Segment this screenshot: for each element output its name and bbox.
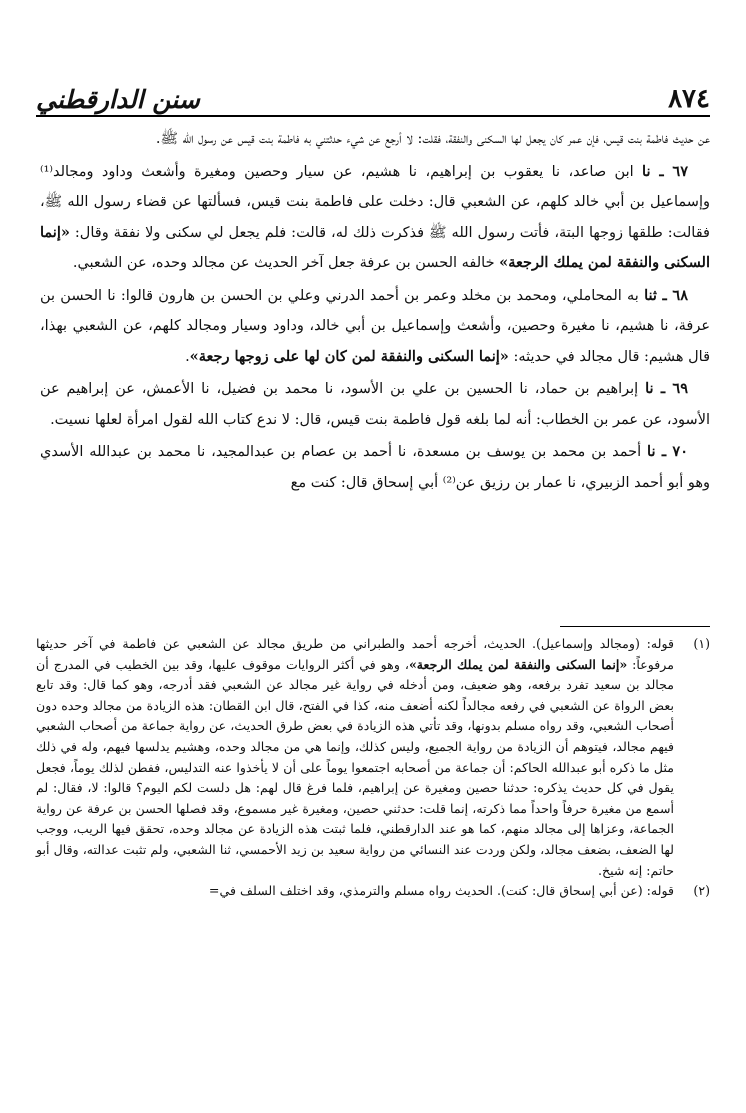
hadith-quote: «إنما السكنى والنفقة لمن كان لها على زوجها رجعة» [189, 347, 509, 365]
footnote-lead: قوله: (ومجالد وإسماعيل). الحديث، أخرجه أحمد والطبراني من طريق مجالد عن الشعبي عن فاطمة في آخر حديثها مرفوعاً: [36, 636, 674, 672]
footnote-text [36, 634, 674, 881]
hadith-text: به المحاملي، ومحمد بن مخلد وعمر بن أحمد الدرني وعلي بن الحسن بن هارون قالوا: نا الحسن بن عرفة، نا هشيم، نا مغيرة وحصين، وأشعث وإسماعيل بن أبي خالد، وداود وسيار ومجالد كلهم، عن الشعبي بهذا، قال هشيم: قال مجالد في حديثه: [40, 287, 710, 365]
hadith-number: ٦٨ ـ ثنا [644, 286, 688, 304]
footnote-mark: (٢) [693, 883, 710, 899]
footnote-mark: (١) [693, 636, 710, 651]
main-text [40, 124, 710, 500]
hadith-number: ٧٠ ـ نا [647, 443, 688, 460]
hadith-number: ٦٩ ـ نا [645, 380, 688, 397]
page-number: ٨٧٤ [668, 84, 710, 114]
hadith-67 [40, 157, 710, 279]
hadith-tail: خالفه الحسن بن عرفة جعل آخر الحديث عن مجالد وحده، عن الشعبي. [72, 255, 500, 271]
footnote-lead: قوله: (عن أبي إسحاق قال: كنت). الحديث رواه مسلم والترمذي، وقد اختلف السلف في= [208, 883, 674, 899]
hadith-quote: «إنما السكنى والنفقة لمن يملك الرجعة» [40, 223, 710, 271]
footnotes [36, 634, 710, 902]
footnote-quote: «إنما السكنى والنفقة لمن يملك الرجعة» [408, 656, 628, 672]
footnote-body: ، وهو في أكثر الروايات موقوف عليها، وقد بين الخطيب في المدرج أن مجالد بن سعيد تفرد برفعه، وهو ضعيف، ومن أدخله في رواية غير مجالد عن الشعبي فقد أدرجه، وهو كما قال: وقد تابع بعض الرواة عن الشعبي في رفعه مجالداً لكنه أضعف منه، كذا في الفتح، قال ابن القطان: هذه الزيادة من مجالد وحده دون أصحاب الشعبي، وقد رواه مسلم بدونها، وقد تأتي هذه الزيادة في بعض طرق الحديث، عن رواية جماعة من أصحاب الشعبي فيهم مجالد، فيتوهم أن الزيادة من رواية الجميع، وليس كذلك، وإنما هي من مجالد وحده، وهشيم يدلسها فيهم، وله في ذلك مثل ما ذكره أبو عبدالله الحاكم: أن جماعة من أصحابه اجتمعوا يوماً على أن لا يأخذوا عنه التدليس، ففطن لذلك يوماً، فجعل يقول في كل حديث يذكره: حدثنا حصين ومغيرة عن إبراهيم، فلما فرغ قال لهم: هل دلست لكم اليوم؟ قالوا: لا، فقال: لم أسمع من مغيرة حرفاً واحداً مما ذكرته، إنما قلت: حدثني حصين، ومغيرة غير مسموع، وقد فصلها الحسن بن عرفة عن رواية الجماعة، وعزاها إلى مجالد منهم، كما هو عند الدارقطني، فلما ثبتت هذه الزيادة عن مجالد وحده، تحقق فيها الريب، ووجب لها الضعف، بضعف مجالد، ولكن وردت عند النسائي من رواية سعيد بن زيد الأحمسي، ثنا الشعبي، ولم تثبت عدالته، وقال أبو حاتم: إنه شيخ. [36, 656, 674, 878]
footnote-text [36, 881, 674, 902]
hadith-69 [40, 374, 710, 435]
paragraph-continuation: عن حديث فاطمة بنت قيس، فإن عمر كان يجعل لها السكنى والنفقة، فقلت: لا أرجع عن شيء حدثتني به فاطمة بنت قيس عن رسول الله ﷺ. [155, 131, 710, 147]
header-rule [36, 115, 710, 117]
hadith-text: إبراهيم بن حماد، نا الحسين بن علي بن الأسود، نا محمد بن فضيل، نا الأعمش، عن إبراهيم عن الأسود، عن عمر بن الخطاب: أنه لما بلغه قول فاطمة بنت قيس، قال: لا ندع كتاب الله لقول امرأة لعلها نسيت. [40, 381, 710, 428]
hadith-text: ابن صاعد، نا يعقوب بن إبراهيم، نا هشيم، عن سيار وحصين ومغيرة وأشعث وداود ومجالد⁽¹⁾ وإسماعيل بن أبي خالد كلهم، عن الشعبي قال: دخلت على فاطمة بنت قيس، فسألتها عن قضاء رسول الله ﷺ، فقالت: طلقها زوجها البتة، فأتت رسول الله ﷺ فذكرت ذلك له، قالت: فلم يجعل لي سكنى ولا نفقة وقال: [40, 163, 710, 241]
hadith-text: أحمد بن محمد بن يوسف بن مسعدة، نا أحمد بن عصام بن عبدالمجيد، نا محمد بن عبدالله الأسدي وهو أبو أحمد الزبيري، نا عمار بن رزيق عن⁽²⁾ أبي إسحاق قال: كنت مع [40, 444, 710, 491]
book-title: سنن الدارقطني [36, 85, 200, 114]
hadith-number: ٦٧ ـ نا [642, 162, 688, 180]
footnote-separator [560, 626, 710, 627]
hadith-70 [40, 437, 710, 498]
hadith-68 [40, 281, 710, 373]
footnote-2 [36, 881, 710, 902]
hadith-tail: . [185, 348, 190, 365]
footnote-1 [36, 634, 710, 881]
page-header [36, 68, 710, 112]
